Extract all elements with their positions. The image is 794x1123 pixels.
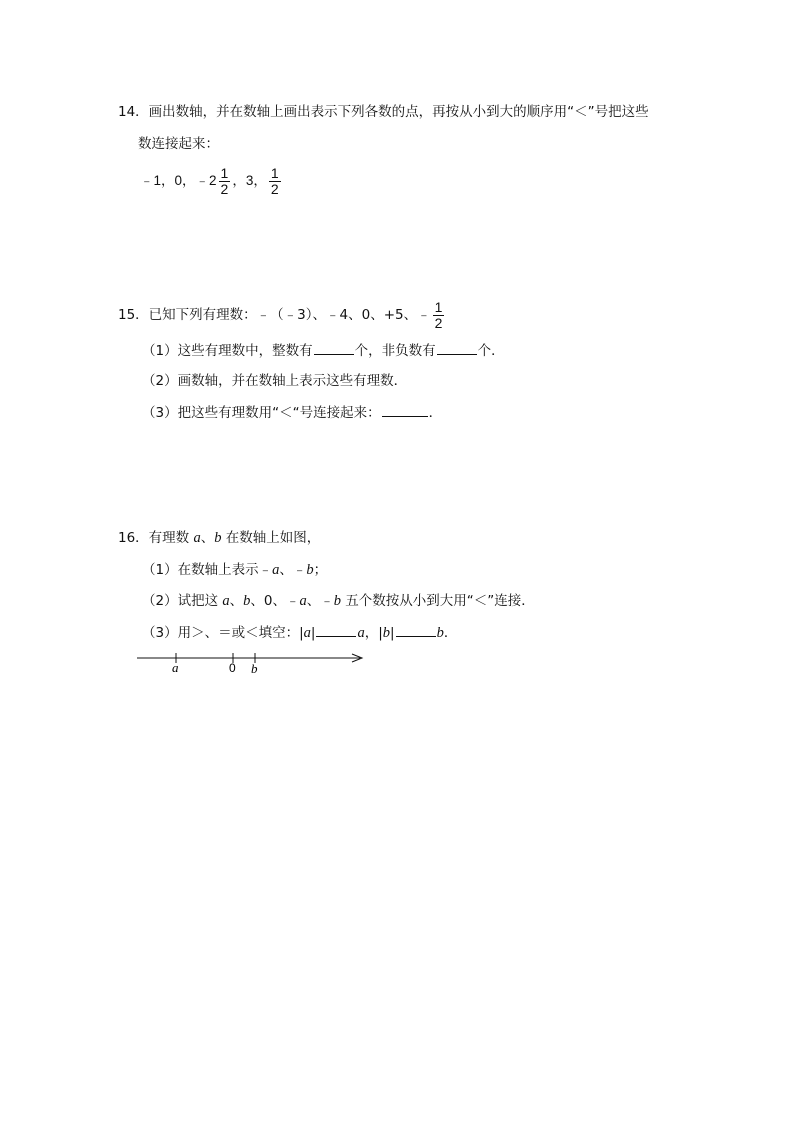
q16-number-line: [134, 648, 374, 678]
q16-part-1: [142, 560, 327, 580]
q16-p1-end: ；: [313, 562, 328, 578]
q16-p1-sep: 、﹣: [279, 562, 307, 578]
q14-text-1: 14．画出数轴，并在数轴上画出表示下列各数的点，再按从小到大的顺序用“＜”号把这些: [118, 104, 649, 120]
q16-var-b: b: [214, 530, 222, 546]
q14-mixed-fraction: [219, 166, 231, 197]
q16-stem-sep: 、: [200, 530, 215, 546]
q16-stem-text-a: 16．有理数: [118, 530, 190, 546]
q16-p2-var-a: a: [222, 593, 230, 609]
q15-part-2: [142, 371, 407, 391]
q16-p3-bar: |: [310, 625, 316, 641]
q16-stem: [118, 528, 320, 548]
q14-fraction: [269, 166, 281, 197]
q15-p1-text-c: 个．: [477, 343, 505, 359]
q15-frac-denominator: 2: [434, 314, 443, 331]
q15-p3-text-a: （3）把这些有理数用“＜“号连接起来：: [142, 405, 381, 421]
q16-p2-text-a: （2）试把这: [142, 593, 219, 609]
label-b: b: [251, 661, 258, 676]
q15-stem-text: 15．已知下列有理数：﹣（﹣3）、﹣4、0、+5、﹣: [118, 307, 431, 323]
q16-p3-comma: ，|: [364, 625, 383, 641]
q14-frac-denominator: 2: [270, 180, 279, 197]
q14-text-2: 数连接起来：: [138, 136, 219, 152]
q15-fraction: [433, 300, 445, 331]
q15-stem: [118, 298, 446, 332]
label-0: 0: [229, 661, 236, 675]
q16-p2-var-a2: a: [299, 593, 307, 609]
q14-line-2: [138, 134, 219, 154]
q15-integer-count-blank[interactable]: [314, 340, 354, 355]
q15-part-3: [142, 402, 442, 423]
q14-numbers: [140, 164, 283, 198]
q15-p3-text-b: ．: [428, 405, 443, 421]
label-a: a: [172, 660, 179, 675]
q14-sep: ，3，: [232, 173, 267, 188]
q15-order-blank[interactable]: [382, 402, 428, 417]
q16-p3-var-a: a: [303, 625, 311, 641]
q14-nums-prefix: ﹣1，0，﹣2: [140, 173, 217, 188]
q14-frac-numerator: 1: [270, 164, 279, 181]
q16-var-a: a: [193, 530, 201, 546]
q15-part-1: [142, 340, 505, 361]
q15-frac-numerator: 1: [434, 298, 443, 315]
q16-p3-var-b: b: [382, 625, 391, 641]
q16-p2-mid: 、: [229, 593, 244, 609]
q16-p2-text-c: 、﹣: [306, 593, 334, 609]
q14-mixed-numerator: 1: [220, 164, 229, 181]
q16-p1-text-a: （1）在数轴上表示﹣: [142, 562, 273, 578]
q16-abs-b-blank[interactable]: [396, 622, 436, 637]
q16-p3-var-a2: a: [357, 625, 365, 641]
q16-p2-var-b2: b: [333, 593, 341, 609]
q16-abs-a-blank[interactable]: [316, 622, 356, 637]
q14-mixed-denominator: 2: [220, 180, 229, 197]
q16-p2-text-d: 五个数按从小到大用“＜”连接．: [345, 593, 535, 609]
q16-p3-bar2: |: [390, 625, 395, 641]
q14-line-1: [118, 102, 649, 122]
q15-nonnegative-count-blank[interactable]: [437, 340, 477, 355]
q16-p1-var-b: b: [306, 562, 314, 578]
q16-p3-end: ．: [443, 625, 458, 641]
q16-stem-text-b: 在数轴上如图，: [225, 530, 321, 546]
q16-p2-text-b: 、0、﹣: [250, 593, 300, 609]
q16-part-3: [142, 622, 457, 643]
q16-p1-var-a: a: [272, 562, 280, 578]
q16-p3-text-a: （3）用＞、＝或＜填空：|: [142, 625, 304, 641]
q15-p2-text: （2）画数轴，并在数轴上表示这些有理数．: [142, 373, 408, 389]
q15-p1-text-b: 个，非负数有: [354, 343, 436, 359]
q16-p2-var-b: b: [243, 593, 251, 609]
q16-part-2: [142, 591, 535, 611]
q15-p1-text-a: （1）这些有理数中，整数有: [142, 343, 313, 359]
q16-p3-var-b2: b: [436, 625, 444, 641]
